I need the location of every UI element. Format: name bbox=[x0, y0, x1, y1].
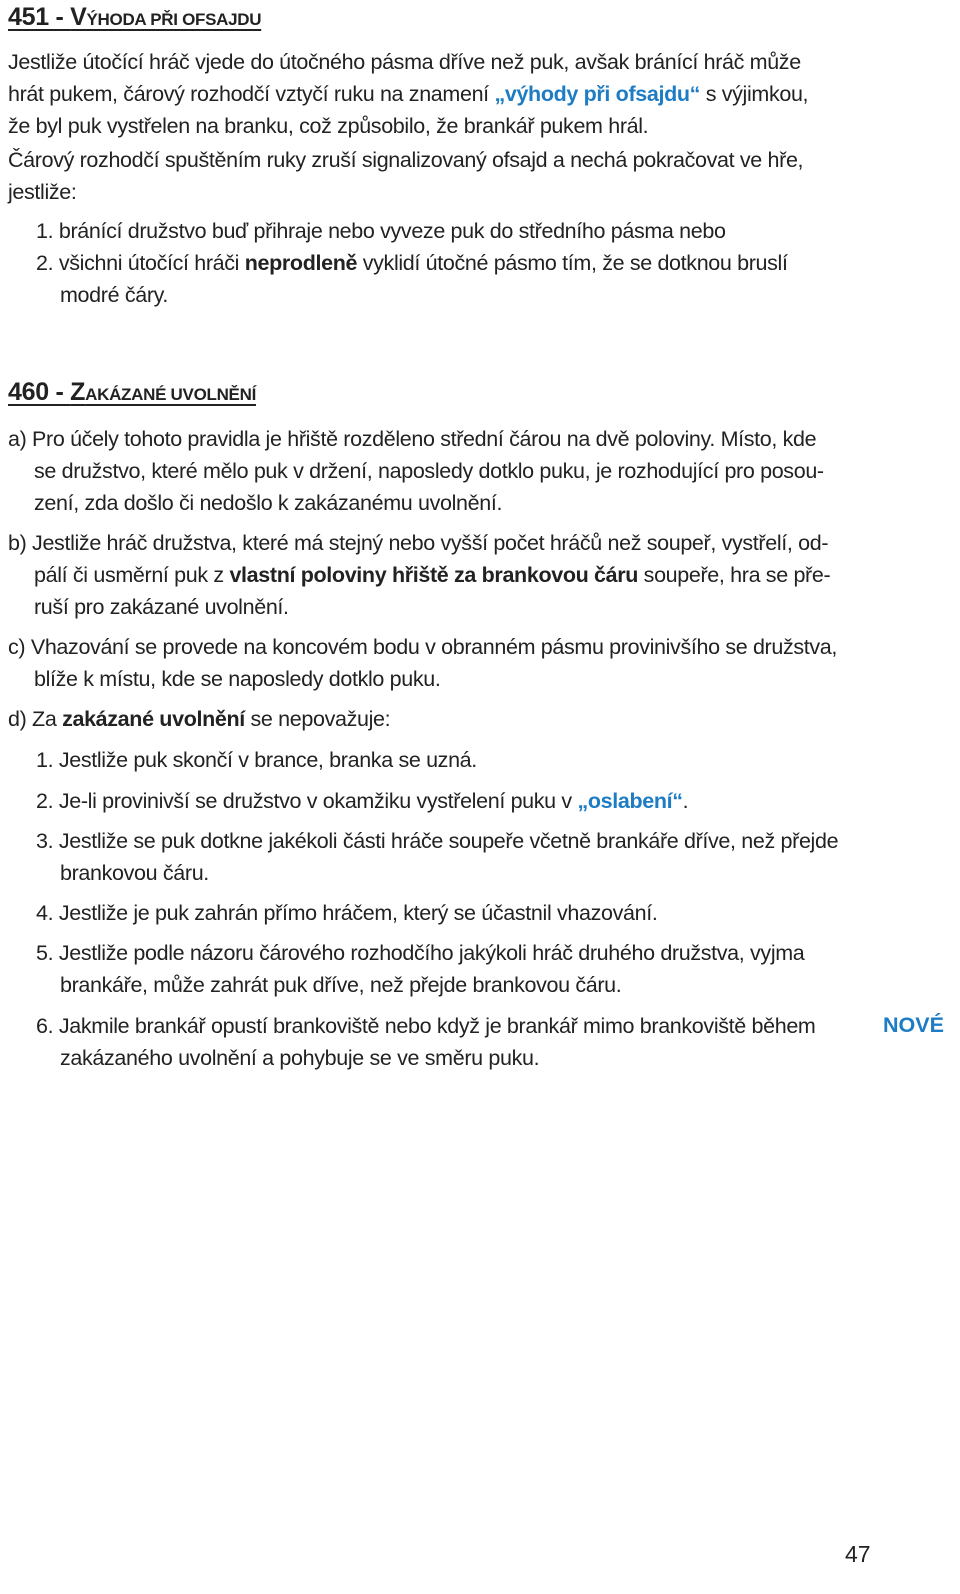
rule-460-c: c) Vhazování se provede na koncovém bodu v obranném pásmu provinivšího se družstva, blíže k místu, kde se naposledy dotklo puku. bbox=[8, 635, 838, 691]
rule-460-d-item-1: 1. Jestliže puk skončí v brance, branka se uzná. bbox=[36, 748, 477, 772]
section-451-item-2: 2. všichni útočící hráči neprodleně vyklidí útočné pásmo tím, že se dotknou bruslí modré čáry. bbox=[36, 251, 788, 307]
rule-460-d-item-2: 2. Je-li provinivší se družstvo v okamžiku vystřelení puku v „oslabení“. bbox=[36, 789, 689, 813]
section-451-paragraph-1: Jestliže útočící hráč vjede do útočného pásma dříve než puk, avšak bránící hráč může hrát pukem, čárový rozhodčí vztyčí ruku na znamení „výhody při ofsajdu“ s výjimkou, že byl puk vystřelen na branku, což způsobilo, že brankář pukem hrál. bbox=[8, 50, 809, 138]
rule-460-d-item-5: 5. Jestliže podle názoru čárového rozhodčího jakýkoli hráč druhého družstva, vyjma brankáře, může zahrát puk dříve, než přejde brankovou čáru. bbox=[36, 941, 805, 997]
new-rule-badge: NOVÉ bbox=[883, 1013, 944, 1037]
shorthanded-highlight: „oslabení“ bbox=[577, 789, 683, 813]
rule-460-d: d) Za zakázané uvolnění se nepovažuje: bbox=[8, 707, 391, 731]
rule-460-d-item-4: 4. Jestliže je puk zahrán přímo hráčem, který se účastnil vhazování. bbox=[36, 901, 658, 925]
offside-advantage-highlight: „výhody při ofsajdu“ bbox=[494, 82, 701, 106]
section-451-item-1: 1. bránící družstvo buď přihraje nebo vyveze puk do středního pásma nebo bbox=[36, 219, 726, 243]
page-number: 47 bbox=[845, 1541, 871, 1567]
section-451-heading: 451 - VÝHODA PŘI OFSAJDU bbox=[8, 3, 262, 31]
rule-460-d-item-6: 6. Jakmile brankář opustí brankoviště nebo když je brankář mimo brankoviště během zakázaného uvolnění a pohybuje se ve směru puku. bbox=[36, 1014, 816, 1070]
rule-460-b: b) Jestliže hráč družstva, které má stejný nebo vyšší počet hráčů než soupeř, vystřelí, od- pálí či usměrní puk z vlastní poloviny hřiště za brankovou čáru soupeře, hra se pře- ruší pro zakázané uvolnění. bbox=[8, 531, 831, 619]
section-451-paragraph-2: Čárový rozhodčí spuštěním ruky zruší signalizovaný ofsajd a nechá pokračovat ve hře, jestliže: bbox=[8, 148, 804, 204]
rule-460-a: a) Pro účely tohoto pravidla je hřiště rozděleno střední čárou na dvě poloviny. Místo, kde se družstvo, které mělo puk v držení, naposledy dotklo puku, je rozhodující pro posou- zení, zda došlo či nedošlo k zakázanému uvolnění. bbox=[8, 427, 824, 515]
rule-460-d-item-3: 3. Jestliže se puk dotkne jakékoli části hráče soupeře včetně brankáře dříve, než přejde brankovou čáru. bbox=[36, 829, 839, 885]
section-460-heading: 460 - ZAKÁZANÉ UVOLNĚNÍ bbox=[8, 378, 256, 406]
